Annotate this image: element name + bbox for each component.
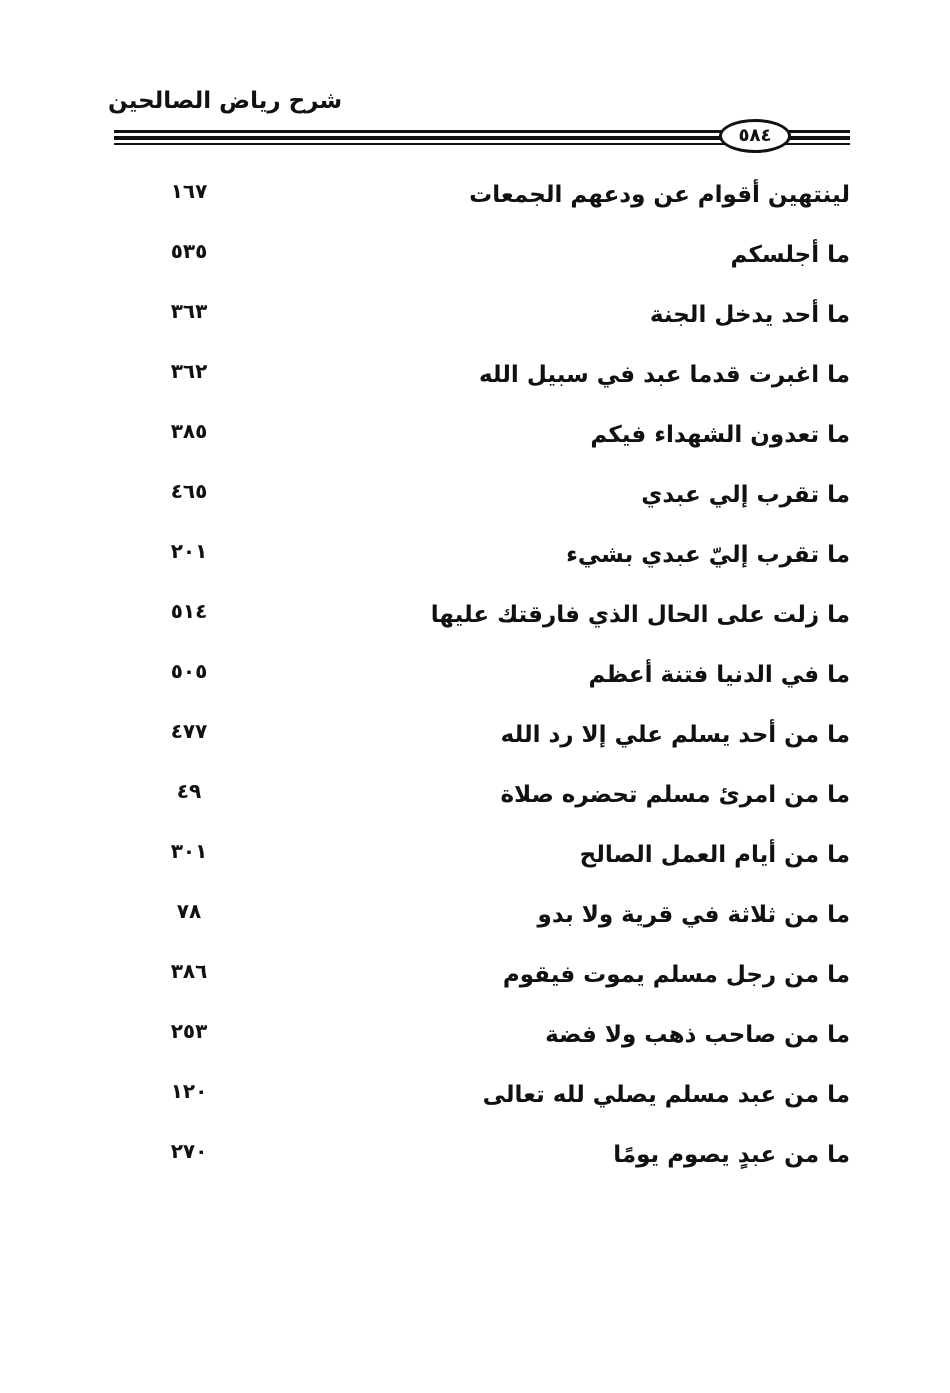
entry-phrase: ما من عبدٍ يصوم يومًا <box>613 1142 850 1168</box>
entry-phrase: لينتهين أقوام عن ودعهم الجمعات <box>469 182 850 208</box>
entry-page-number: ٣٦٣ <box>170 299 208 323</box>
entry-phrase: ما من أحد يسلم علي إلا رد الله <box>500 722 850 748</box>
index-row <box>150 585 850 645</box>
entry-page-number: ٢٠١ <box>170 539 208 563</box>
entry-phrase: ما من أيام العمل الصالح <box>579 842 850 868</box>
entry-phrase: ما تقرب إليّ عبدي بشيء <box>566 542 850 568</box>
entry-phrase: ما في الدنيا فتنة أعظم <box>588 662 850 688</box>
entry-page-number: ٥٠٥ <box>170 659 208 683</box>
index-row <box>150 465 850 525</box>
hadith-index-list <box>150 165 850 1185</box>
entry-phrase: ما تقرب إلي عبدي <box>641 482 850 508</box>
index-row <box>150 1125 850 1185</box>
entry-page-number: ٥٣٥ <box>170 239 208 263</box>
index-row <box>150 825 850 885</box>
entry-page-number: ١٦٧ <box>170 179 208 203</box>
entry-page-number: ٧٨ <box>176 899 202 923</box>
index-row <box>150 165 850 225</box>
entry-page-number: ٢٥٣ <box>170 1019 208 1043</box>
entry-page-number: ٤٧٧ <box>170 719 208 743</box>
index-row <box>150 945 850 1005</box>
index-row <box>150 405 850 465</box>
entry-phrase: ما أجلسكم <box>730 242 850 268</box>
index-row <box>150 1065 850 1125</box>
index-row <box>150 705 850 765</box>
entry-phrase: ما من عبد مسلم يصلي لله تعالى <box>482 1082 850 1108</box>
entry-page-number: ٣٨٥ <box>170 419 208 443</box>
entry-phrase: ما من رجل مسلم يموت فيقوم <box>502 962 850 988</box>
entry-phrase: ما اغبرت قدما عبد في سبيل الله <box>478 362 850 388</box>
entry-page-number: ٢٧٠ <box>170 1139 208 1163</box>
index-row <box>150 1005 850 1065</box>
index-row <box>150 765 850 825</box>
entry-page-number: ١٢٠ <box>170 1079 208 1103</box>
entry-phrase: ما تعدون الشهداء فيكم <box>590 422 850 448</box>
index-row <box>150 525 850 585</box>
entry-page-number: ٣٨٦ <box>170 959 208 983</box>
entry-phrase: ما من صاحب ذهب ولا فضة <box>545 1022 850 1048</box>
index-row <box>150 285 850 345</box>
book-title: شرح رياض الصالحين <box>108 88 343 114</box>
index-row <box>150 345 850 405</box>
entry-phrase: ما من ثلاثة في قرية ولا بدو <box>537 902 850 928</box>
index-row <box>150 885 850 945</box>
entry-page-number: ٣٦٢ <box>170 359 208 383</box>
entry-phrase: ما أحد يدخل الجنة <box>649 302 850 328</box>
index-row <box>150 225 850 285</box>
page-number-badge: ٥٨٤ <box>719 119 791 153</box>
entry-page-number: ٣٠١ <box>170 839 208 863</box>
entry-phrase: ما زلت على الحال الذي فارقتك عليها <box>430 602 850 628</box>
index-row <box>150 645 850 705</box>
entry-phrase: ما من امرئ مسلم تحضره صلاة <box>500 782 850 808</box>
entry-page-number: ٥١٤ <box>170 599 208 623</box>
entry-page-number: ٤٦٥ <box>170 479 208 503</box>
entry-page-number: ٤٩ <box>176 779 202 803</box>
